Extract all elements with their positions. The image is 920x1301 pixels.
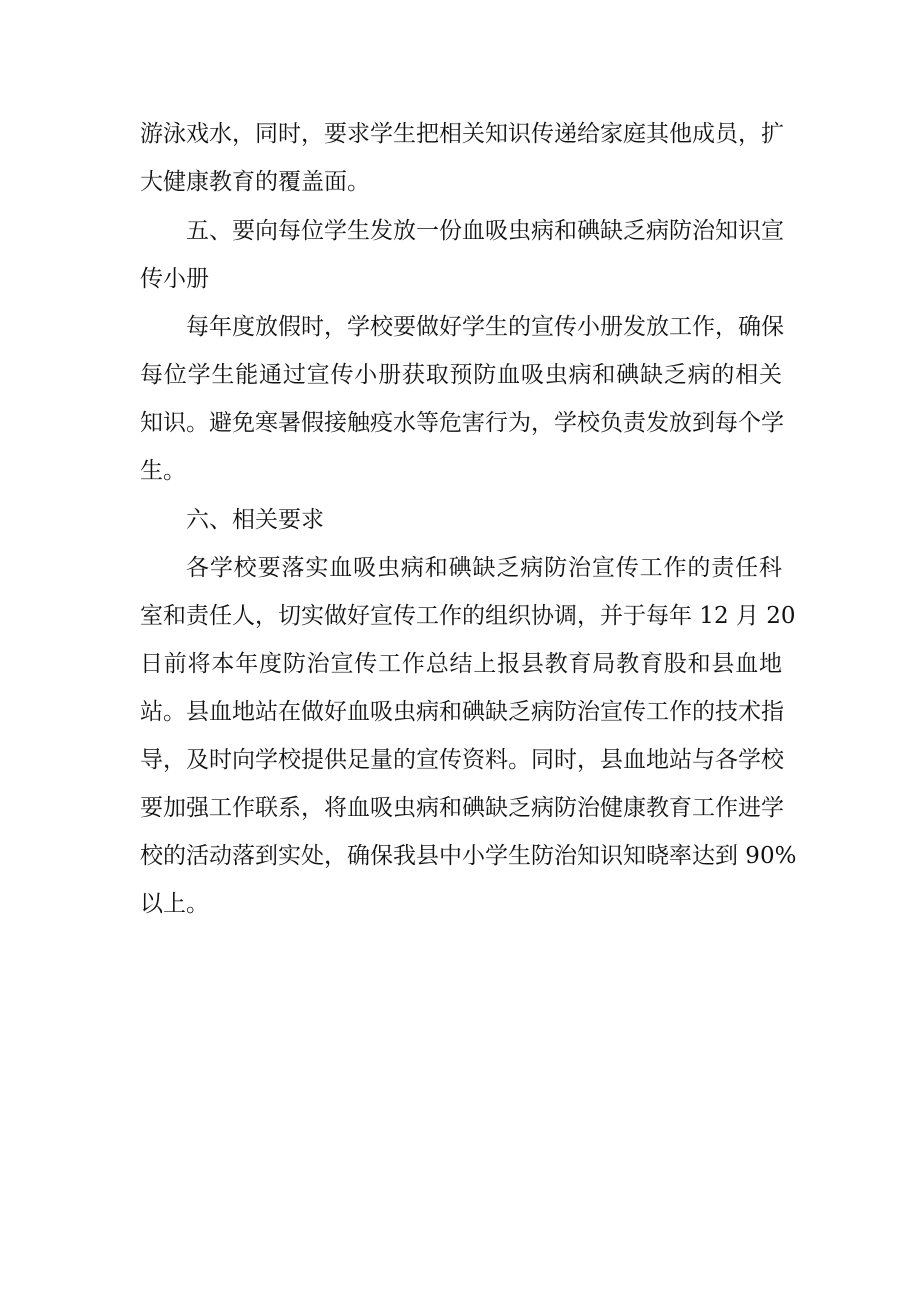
body-text-line: 知识。避免寒暑假接触疫水等危害行为，学校负责发放到每个学 <box>140 410 784 436</box>
body-text-line: 要加强工作联系，将血吸虫病和碘缺乏病防治健康教育工作进学 <box>140 795 784 821</box>
body-text-line: 校的活动落到实处，确保我县中小学生防治知识知晓率达到 90% <box>140 843 797 869</box>
body-text-line: 游泳戏水，同时，要求学生把相关知识传递给家庭其他成员，扩 <box>140 121 784 147</box>
body-text-line: 导，及时向学校提供足量的宣传资料。同时，县血地站与各学校 <box>140 747 784 773</box>
body-text-line: 每年度放假时，学校要做好学生的宣传小册发放工作，确保 <box>186 314 784 340</box>
body-text-line: 每位学生能通过宣传小册获取预防血吸虫病和碘缺乏病的相关 <box>140 362 782 388</box>
body-text-line: 生。 <box>140 458 186 484</box>
body-text-line: 各学校要落实血吸虫病和碘缺乏病防治宣传工作的责任科 <box>186 555 782 581</box>
section-heading-line: 五、要向每位学生发放一份血吸虫病和碘缺乏病防治知识宣 <box>186 218 784 244</box>
body-text-line: 站。县血地站在做好血吸虫病和碘缺乏病防治宣传工作的技术指 <box>140 699 784 725</box>
body-text-line: 室和责任人，切实做好宣传工作的组织协调，并于每年 12 月 20 <box>140 603 796 629</box>
body-text-line: 以上。 <box>140 891 209 917</box>
section-heading-line: 传小册 <box>140 266 209 292</box>
body-text-line: 大健康教育的覆盖面。 <box>140 169 370 195</box>
section-heading-line: 六、相关要求 <box>186 507 324 533</box>
body-text-line: 日前将本年度防治宣传工作总结上报县教育局教育股和县血地 <box>140 651 782 677</box>
